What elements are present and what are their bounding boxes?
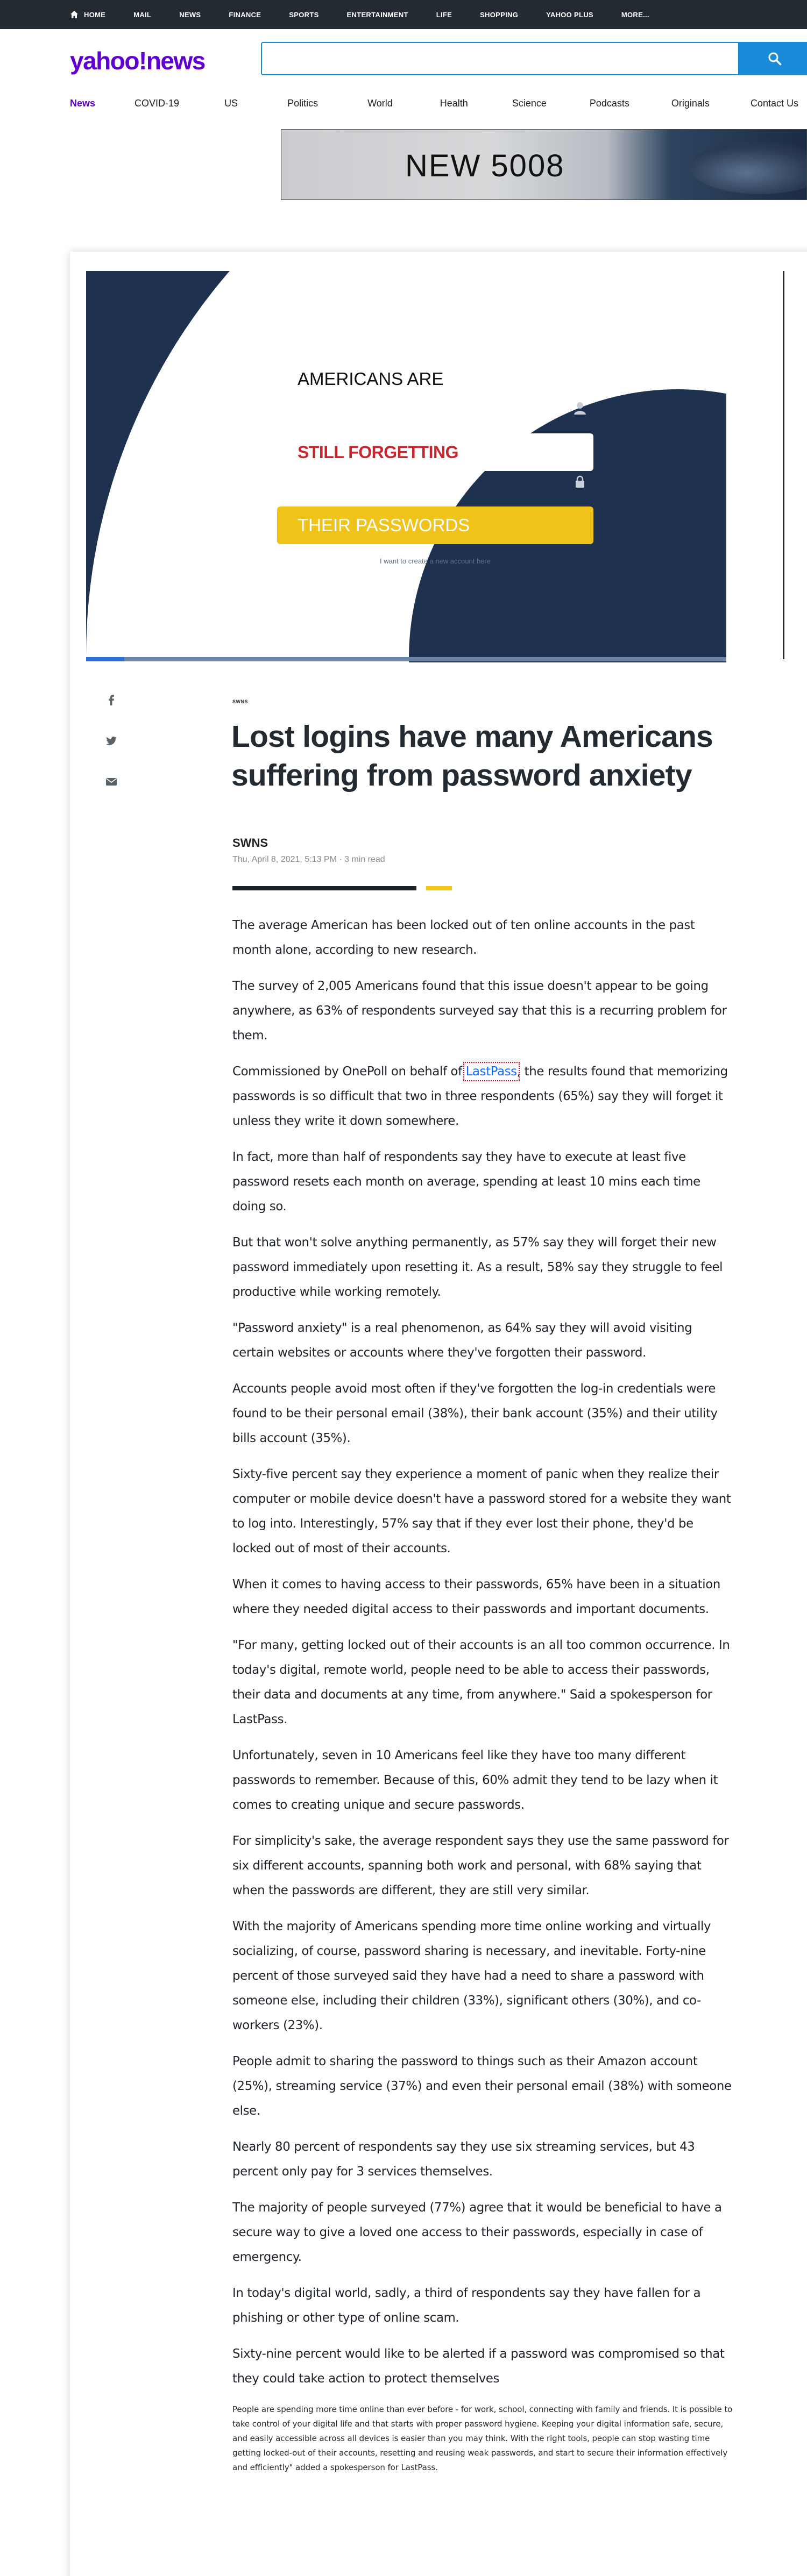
hero-line-2: STILL FORGETTING bbox=[298, 442, 458, 462]
top-bar bbox=[0, 0, 807, 29]
topnav-home-label: HOME bbox=[84, 10, 106, 19]
paragraph-7: Accounts people avoid most often if they've forgotten the log-in credentials were found to be their personal email (38%), their bank account (35%) and their utility bills account (35%). bbox=[232, 1382, 718, 1445]
hero-line-1: AMERICANS ARE bbox=[298, 369, 444, 389]
article-body bbox=[232, 913, 733, 2486]
paragraph-11: Unfortunately, seven in 10 Americans feel like they have too many different passwords to remember. Because of this, 60% admit they tend to be lazy when it comes to creating unique and secure passwords. bbox=[232, 1749, 718, 1812]
facebook-icon[interactable] bbox=[105, 694, 118, 707]
hero-small-text: I want to create a new account here bbox=[380, 557, 491, 565]
twitter-icon[interactable] bbox=[105, 734, 118, 747]
subnav-world[interactable]: World bbox=[367, 97, 393, 109]
subnav-science[interactable]: Science bbox=[512, 97, 547, 109]
paragraph-13: With the majority of Americans spending more time online working and virtually socializing, of course, password sharing is necessary, and inevitable. Forty-nine percent of those surveyed said they have had a need to share a password with someone else, including their children (33%), significant others (30%), and co-workers (23%). bbox=[232, 1919, 711, 2032]
subnav-news[interactable]: News bbox=[70, 97, 96, 109]
search-box bbox=[261, 42, 807, 75]
section-nav bbox=[70, 96, 798, 111]
paragraph-3-end: , the results found that memorizing passwords is so difficult that two in three respondents (65%) say they will forget it unless they write it down somewhere. bbox=[232, 1065, 728, 1128]
yahoo-news-logo[interactable]: yahoo!news bbox=[70, 47, 205, 75]
paragraph-1: The average American has been locked out of ten online accounts in the past month alone, according to new research. bbox=[232, 918, 695, 957]
divider-black bbox=[232, 886, 416, 890]
subnav-podcasts[interactable]: Podcasts bbox=[589, 97, 629, 109]
hero-image bbox=[86, 271, 726, 662]
lastpass-link[interactable]: LastPass bbox=[465, 1065, 517, 1079]
topnav-sports[interactable]: SPORTS bbox=[289, 10, 319, 19]
subnav-us[interactable]: US bbox=[224, 97, 238, 109]
topnav-mail[interactable]: MAIL bbox=[133, 10, 152, 19]
scroll-edge bbox=[783, 271, 784, 659]
topnav-entertainment[interactable]: ENTERTAINMENT bbox=[346, 10, 408, 19]
subnav-health[interactable]: Health bbox=[440, 97, 468, 109]
divider-yellow bbox=[426, 886, 452, 890]
paragraph-3 bbox=[232, 1059, 733, 1133]
paragraph-9: When it comes to having access to their passwords, 65% have been in a situation where they needed digital access to their passwords and important documents. bbox=[232, 1578, 720, 1616]
paragraph-16: The majority of people surveyed (77%) agree that it would be beneficial to have a secure way to give a loved one access to their passwords, especially in case of emergency. bbox=[232, 2201, 722, 2264]
topnav-shopping[interactable]: SHOPPING bbox=[480, 10, 519, 19]
paragraph-2: The survey of 2,005 Americans found that this issue doesn't appear to be going anywhere, as 63% of respondents surveyed say that this is a recurring problem for them. bbox=[232, 979, 727, 1043]
article-divider bbox=[232, 886, 452, 890]
subnav-contact-us[interactable]: Contact Us bbox=[750, 97, 798, 109]
advertisement-banner[interactable] bbox=[281, 129, 807, 200]
topnav-more[interactable]: MORE... bbox=[621, 10, 649, 19]
paragraph-8: Sixty-five percent say they experience a moment of panic when they realize their computer or mobile device doesn't have a password stored for a website they want to log into. Interestingly, 57% say that if they ever lost their phone, they'd be locked out of most of their accounts. bbox=[232, 1467, 731, 1555]
subnav-politics[interactable]: Politics bbox=[287, 97, 318, 109]
topnav-yahoo-plus[interactable]: YAHOO PLUS bbox=[546, 10, 593, 19]
hero-progress-bar bbox=[86, 657, 726, 661]
paragraph-3-start: Commissioned by OnePoll on behalf of bbox=[232, 1065, 466, 1079]
topnav-home[interactable] bbox=[70, 10, 105, 19]
search-button[interactable] bbox=[738, 42, 807, 75]
paragraph-6: "Password anxiety" is a real phenomenon, as 64% say they will avoid visiting certain websites or accounts where they've forgotten their password. bbox=[232, 1321, 692, 1360]
topnav-news[interactable]: NEWS bbox=[179, 10, 201, 19]
hero-field-3 bbox=[277, 506, 593, 544]
paragraph-12: For simplicity's sake, the average respondent says they use the same password for six different accounts, spanning both work and personal, with 68% saying that when the passwords are different, they are still very similar. bbox=[232, 1834, 729, 1897]
search-input[interactable] bbox=[262, 43, 735, 74]
provider-logo[interactable]: SWNS bbox=[232, 699, 248, 704]
paragraph-14: People admit to sharing the password to things such as their Amazon account (25%), streaming service (37%) and even their personal email (38%) with someone else. bbox=[232, 2054, 732, 2118]
paragraph-17: In today's digital world, sadly, a third of respondents say they have fallen for a phishing or other type of online scam. bbox=[232, 2286, 701, 2325]
article-meta: Thu, April 8, 2021, 5:13 PM · 3 min read bbox=[232, 855, 385, 864]
home-icon bbox=[70, 10, 79, 19]
topnav-finance[interactable]: FINANCE bbox=[229, 10, 261, 19]
hero-line-3: THEIR PASSWORDS bbox=[298, 515, 470, 535]
paragraph-10: "For many, getting locked out of their accounts is an all too common occurrence. In today's digital, remote world, people need to be able to access their passwords, their data and documents at any time, from anywhere." Said a spokesperson for LastPass. bbox=[232, 1638, 730, 1726]
paragraph-19: People are spending more time online than ever before - for work, school, connecting with family and friends. It is possible to take control of your digital life and that starts with proper password hygiene. Keeping your digital information safe, secure, and easily accessible across all devices is easier than you may think. With the right tools, people can stop wasting time getting locked-out of their accounts, resetting and reusing weak passwords, and start to secure their information effectively and efficiently" added a spokesperson for LastPass. bbox=[232, 2404, 733, 2472]
hero-field-2 bbox=[277, 433, 593, 471]
paragraph-4: In fact, more than half of respondents say they have to execute at least five password resets each month on average, spending at least 10 mins each time doing so. bbox=[232, 1150, 700, 1214]
subnav-covid[interactable]: COVID-19 bbox=[134, 97, 180, 109]
topnav-life[interactable]: LIFE bbox=[436, 10, 452, 19]
article-author[interactable]: SWNS bbox=[232, 836, 268, 850]
share-bar bbox=[105, 694, 118, 788]
paragraph-15: Nearly 80 percent of respondents say they use six streaming services, but 43 percent only pay for 3 services themselves. bbox=[232, 2140, 695, 2179]
hero-progress-fill bbox=[86, 657, 124, 661]
search-icon bbox=[768, 52, 782, 66]
lock-icon bbox=[575, 475, 585, 488]
car-image bbox=[690, 140, 807, 194]
paragraph-18: Sixty-nine percent would like to be alerted if a password was compromised so that they could take action to protect themselves bbox=[232, 2347, 725, 2386]
ad-text: NEW 5008 bbox=[405, 148, 565, 183]
mail-icon[interactable] bbox=[105, 775, 118, 788]
user-icon bbox=[573, 401, 587, 415]
hero-field-1 bbox=[277, 360, 593, 398]
paragraph-5: But that won't solve anything permanently, as 57% say they will forget their new password immediately upon resetting it. As a result, 58% say they struggle to feel productive while working remotely. bbox=[232, 1236, 723, 1299]
top-nav bbox=[70, 0, 649, 29]
subnav-originals[interactable]: Originals bbox=[671, 97, 710, 109]
article-title: Lost logins have many Americans suffering from password anxiety bbox=[231, 719, 713, 793]
